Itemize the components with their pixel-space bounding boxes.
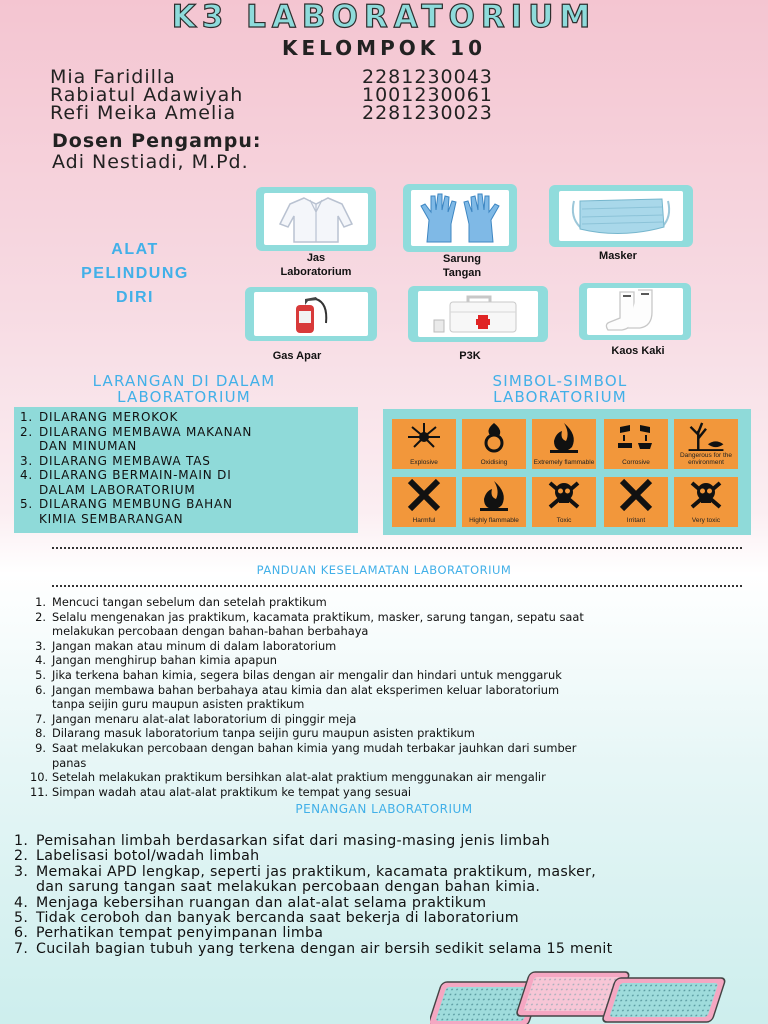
item-number: 1. [35, 595, 46, 609]
item-line: KIMIA SEMBARANGAN [39, 511, 184, 526]
item-number: 4. [14, 894, 29, 911]
decorative-trays [430, 968, 768, 1024]
item-text [52, 770, 546, 785]
item-text [36, 926, 323, 941]
item-line: Memakai APD lengkap, seperti jas praktikum, kacamata praktikum, masker, [36, 863, 597, 880]
member-nim: 2281230043 [362, 66, 493, 88]
member-name: Refi Meika Amelia [50, 102, 237, 124]
item-line: Setelah melakukan praktikum bersihkan alat-alat praktium menggunakan air mengalir [52, 770, 546, 785]
explosive-icon [404, 421, 444, 453]
item-text [52, 639, 336, 654]
list-item [30, 683, 750, 712]
member-nim: 1001230061 [362, 84, 493, 106]
item-line: Mencuci tangan sebelum dan setelah praktikum [52, 595, 327, 609]
apd-title-line: DIRI [116, 289, 154, 306]
item-number: 8. [35, 726, 46, 741]
item-number: 2. [20, 424, 34, 439]
item-text [52, 726, 475, 741]
dosen-name: Adi Nestiadi, M.Pd. [52, 151, 249, 173]
list-item [30, 785, 750, 800]
flame-icon [474, 479, 514, 511]
item-text [39, 425, 252, 454]
list-item [14, 865, 754, 896]
hazard-symbol [532, 477, 596, 527]
item-number: 1. [20, 410, 34, 424]
item-number: 6. [14, 925, 29, 942]
apd-image-fire-extinguisher [245, 287, 377, 341]
divider [52, 585, 742, 587]
item-text [52, 785, 411, 800]
item-text [52, 595, 327, 610]
hazard-label: Explosive [410, 459, 438, 466]
simbol-title-line: SIMBOL-SIMBOL [492, 372, 628, 390]
item-number: 9. [35, 740, 46, 755]
hazard-symbol [462, 419, 526, 469]
item-number: 5. [20, 497, 34, 511]
oxidising-icon [474, 421, 514, 453]
item-text [36, 849, 259, 864]
environment-hazard-icon [686, 421, 726, 452]
item-text [39, 497, 233, 526]
apd-label [440, 349, 500, 363]
apd-label-line: Jas [306, 252, 326, 264]
item-line: DILARANG MEMBAWA TAS [39, 453, 211, 468]
item-line: Jangan membawa bahan berbahaya atau kimia dan alat eksperimen keluar laboratorium [52, 682, 560, 697]
item-line: DILARANG MEROKOK [39, 410, 179, 424]
apd-label [590, 344, 686, 358]
item-line: Cucilah bagian tubuh yang terkena dengan air bersih sedikit selama 15 menit [36, 940, 613, 957]
divider [52, 547, 742, 549]
item-line: Jangan menghirup bahan kimia apapun [52, 653, 278, 668]
item-line: Tidak ceroboh dan banyak bercanda saat bekerja di laboratorium [36, 910, 519, 927]
apd-label [400, 252, 524, 280]
item-number: 3. [35, 638, 46, 653]
item-line: Jangan menaru alat-alat laboratorium di pinggir meja [52, 711, 357, 726]
item-line: DILARANG BERMAIN-MAIN DI [39, 468, 232, 482]
item-number: 3. [14, 863, 29, 880]
item-number: 4. [20, 468, 34, 482]
mask-icon [566, 193, 676, 239]
list-item [30, 726, 750, 741]
item-number: 5. [35, 667, 46, 682]
apd-label [246, 251, 386, 279]
hazard-label: Extremely flammable [533, 459, 595, 466]
hazard-symbol [604, 419, 668, 469]
hazard-symbol [604, 477, 668, 527]
list-item [30, 741, 750, 770]
list-item [14, 926, 754, 941]
panduan-list [30, 595, 750, 799]
first-aid-kit-icon [428, 292, 528, 336]
item-number: 6. [35, 682, 46, 697]
item-number: 7. [35, 711, 46, 726]
hazard-label: Corrosive [622, 459, 650, 466]
irritant-x-icon [616, 479, 656, 511]
item-line: panas [52, 755, 87, 770]
simbol-title-line: LABORATORIUM [493, 388, 627, 406]
hazard-symbol [674, 419, 738, 469]
hazard-label: Toxic [556, 517, 572, 524]
item-text [52, 610, 584, 639]
item-text [39, 410, 178, 425]
item-line: Labelisasi botol/wadah limbah [36, 848, 260, 865]
item-line: DAN MINUMAN [39, 439, 138, 453]
member-name: Rabiatul Adawiyah [50, 84, 244, 106]
list-item [30, 770, 750, 785]
list-item [20, 454, 252, 469]
list-item [20, 468, 252, 497]
apd-label-line: Sarung [443, 253, 481, 265]
apd-title [60, 238, 210, 310]
harmful-x-icon [404, 479, 444, 511]
list-item [14, 834, 754, 849]
item-line: Dilarang masuk laboratorium tanpa seijin guru maupun asisten praktikum [52, 726, 475, 741]
page-title: K3 LABORATORIUM [171, 0, 597, 35]
item-number: 5. [14, 910, 29, 927]
apd-label-line: Kaos Kaki [611, 345, 665, 357]
hazard-symbol [392, 477, 456, 527]
item-line: Perhatikan tempat penyimpanan limba [36, 925, 324, 942]
item-number: 11. [30, 784, 49, 799]
larangan-title [14, 373, 354, 405]
skull-icon [686, 479, 726, 511]
apd-image-socks [579, 283, 691, 340]
skull-icon [544, 479, 584, 511]
item-text [39, 454, 211, 469]
list-item [20, 425, 252, 454]
lab-coat-icon [276, 194, 356, 244]
tray-illustration-icon [430, 968, 768, 1024]
apd-image-first-aid [408, 286, 548, 342]
item-number: 3. [20, 453, 34, 468]
hazard-label: Irritant [626, 517, 646, 524]
item-text [52, 653, 277, 668]
hazard-label: Highly flammable [469, 517, 519, 524]
list-item [14, 942, 754, 957]
item-text [36, 911, 519, 926]
socks-icon [600, 288, 670, 334]
apd-image-gloves [403, 184, 517, 252]
item-text [52, 668, 562, 683]
item-number: 2. [35, 609, 46, 624]
item-text [36, 834, 550, 849]
list-item [30, 595, 750, 610]
list-item [30, 653, 750, 668]
corrosive-icon [616, 421, 656, 453]
list-item [30, 639, 750, 654]
member-nim: 2281230023 [362, 102, 493, 124]
group-name: KELOMPOK 10 [281, 36, 487, 60]
list-item [30, 712, 750, 727]
item-line: DILARANG MEMBAWA MAKANAN [39, 424, 253, 439]
item-line: DILARANG MEMBUNG BAHAN [39, 497, 233, 511]
item-text [52, 712, 356, 727]
hazard-label: Dangerous for the environment [679, 452, 733, 466]
larangan-list [20, 410, 252, 526]
item-number: 4. [35, 653, 46, 668]
item-line: melakukan percobaan dengan bahan-bahan berbahaya [52, 624, 369, 639]
item-text [52, 683, 559, 712]
list-item [30, 668, 750, 683]
hazard-label: Harmful [412, 517, 436, 524]
item-text [52, 741, 576, 770]
item-line: Jika terkena bahan kimia, segera bilas dengan air mengalir dan hindari untuk menggaruk [52, 667, 562, 682]
item-text [36, 896, 486, 911]
apd-label-line: Gas Apar [272, 350, 322, 362]
apd-title-line: ALAT [111, 241, 159, 258]
hazard-label: Very toxic [691, 517, 721, 524]
apd-label-line: Laboratorium [280, 266, 352, 278]
list-item [20, 410, 252, 425]
gloves-icon [417, 192, 503, 244]
dosen-label: Dosen Pengampu: [52, 130, 262, 152]
apd-label-line: Tangan [442, 267, 482, 279]
penangan-title: PENANGAN LABORATORIUM [295, 802, 473, 816]
item-line: tanpa seijin guru maupun asisten praktikum [52, 697, 305, 712]
item-number: 7. [14, 940, 29, 957]
apd-label-line: P3K [459, 350, 481, 362]
member-name: Mia Faridilla [50, 66, 176, 88]
item-line: Selalu mengenakan jas praktikum, kacamata praktikum, masker, sarung tangan, sepatu saat [52, 609, 584, 624]
apd-image-lab-coat [256, 187, 376, 251]
item-text [39, 468, 232, 497]
apd-label [578, 249, 658, 263]
hazard-label: Oxidising [480, 459, 508, 466]
apd-title-line: PELINDUNG [81, 265, 189, 282]
item-number: 1. [14, 833, 29, 849]
item-line: Saat melakukan percobaan dengan bahan kimia yang mudah terbakar jauhkan dari sumber [52, 740, 577, 755]
list-item [14, 896, 754, 911]
list-item [14, 849, 754, 864]
hazard-symbol [462, 477, 526, 527]
list-item [30, 610, 750, 639]
flame-icon [544, 421, 584, 453]
item-line: dan sarung tangan saat melakukan percobaan dengan bahan kimia. [36, 879, 541, 896]
hazard-symbol [392, 419, 456, 469]
hazard-symbol [674, 477, 738, 527]
larangan-title-line: LARANGAN DI DALAM [92, 372, 276, 390]
item-line: Menjaga kebersihan ruangan dan alat-alat selama praktikum [36, 894, 487, 911]
item-number: 2. [14, 848, 29, 865]
larangan-title-line: LABORATORIUM [117, 388, 251, 406]
item-text [36, 865, 596, 896]
item-line: Pemisahan limbah berdasarkan sifat dari masing-masing jenis limbah [36, 833, 550, 849]
list-item [20, 497, 252, 526]
apd-image-mask [549, 185, 693, 247]
item-line: DALAM LABORATORIUM [39, 482, 196, 497]
item-line: Jangan makan atau minum di dalam laboratorium [52, 638, 337, 653]
fire-extinguisher-icon [286, 293, 336, 335]
simbol-title [420, 373, 700, 405]
panduan-title: PANDUAN KESELAMATAN LABORATORIUM [256, 563, 512, 577]
item-line: Simpan wadah atau alat-alat praktikum ke tempat yang sesuai [52, 784, 412, 799]
penangan-list [14, 834, 754, 957]
item-text [36, 942, 613, 957]
apd-label [248, 349, 346, 363]
item-number: 10. [30, 770, 49, 785]
apd-label-line: Masker [599, 250, 637, 262]
hazard-symbol [532, 419, 596, 469]
list-item [14, 911, 754, 926]
